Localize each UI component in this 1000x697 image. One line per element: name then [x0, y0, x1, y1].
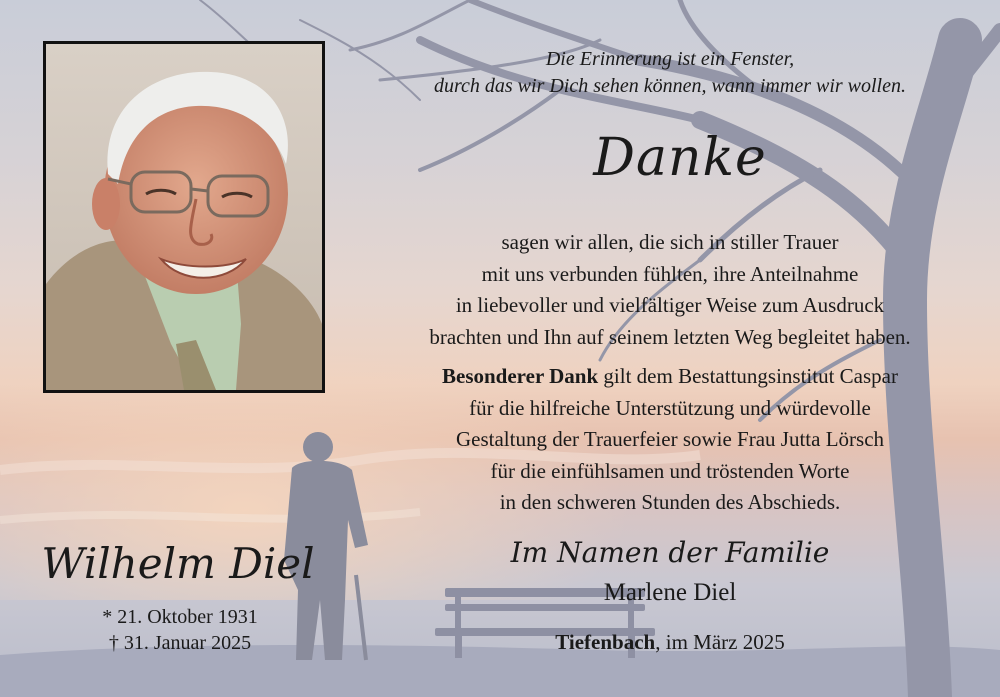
portrait-frame: [43, 41, 325, 393]
paragraph2-first-line: [360, 361, 980, 393]
place-and-date: [460, 627, 880, 657]
quote-line-1: Die Erinnerung ist ein Fenster,: [545, 48, 795, 70]
paragraph2-line: für die hilfreiche Unterstützung und würdevolle: [469, 395, 871, 420]
paragraph1-line: in liebevoller und vielfältiger Weise zum Ausdruck: [455, 293, 885, 317]
death-date: † 31. Januar 2025: [108, 632, 252, 654]
memorial-quote: [360, 46, 980, 100]
portrait-photo: [46, 44, 322, 390]
paragraph1-line: mit uns verbunden fühlten, ihre Anteilnahme: [481, 261, 859, 286]
place-name: Tiefenbach: [555, 630, 656, 654]
family-signature-name: Marlene Diel: [603, 579, 737, 606]
family-intro: Im Namen der Familie: [510, 536, 830, 569]
heading-danke: Danke: [593, 128, 767, 188]
paragraph1-line: brachten und Ihn auf seinem letzten Weg begleitet haben.: [429, 324, 911, 349]
special-thanks-paragraph: [360, 361, 980, 519]
date-text: , im März 2025: [655, 630, 785, 654]
paragraph2-line1-rest: gilt dem Bestattungsinstitut Caspar: [598, 364, 898, 388]
thanks-paragraph: [360, 227, 980, 353]
birth-date: * 21. Oktober 1931: [102, 606, 258, 628]
paragraph2-line: in den schweren Stunden des Abschieds.: [499, 490, 841, 514]
special-thanks-bold: Besonderer Dank: [442, 364, 599, 388]
life-dates: [60, 604, 300, 656]
paragraph2-line: Gestaltung der Trauerfeier sowie Frau Jutta Lörsch: [455, 427, 885, 451]
deceased-name: Wilhelm Diel: [41, 539, 315, 588]
paragraph1-line: sagen wir allen, die sich in stiller Trauer: [501, 230, 839, 254]
quote-line-2: durch das wir Dich sehen können, wann immer wir wollen.: [433, 75, 906, 97]
paragraph2-line: für die einfühlsamen und tröstenden Worte: [490, 458, 850, 483]
